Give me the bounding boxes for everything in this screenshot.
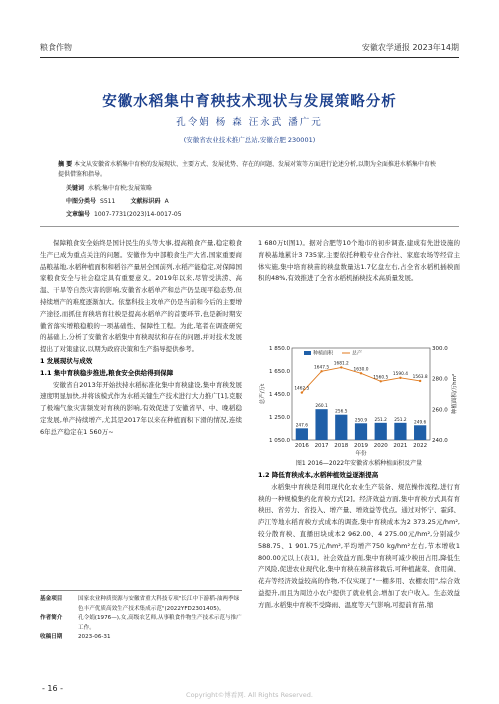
article-value: 1007-7731(2023)14-0017-05: [94, 211, 182, 218]
left-tick-label: 1 050.0: [269, 438, 290, 444]
page-header: [0, 0, 499, 61]
abstract-text: 本文从安徽省水稻集中育秧的发展现状、主要方式、发展优势、存在的问题、发展对策等方面进行论述分析,以期为全面推进水稻集中育秧提供借鉴和指导。: [58, 161, 436, 178]
area-bar: [394, 423, 406, 440]
area-data-label: 250.9: [354, 418, 368, 424]
production-data-label: 1560.5: [373, 375, 389, 381]
article-number: [66, 209, 182, 218]
left-tick-label: 1 450.0: [269, 392, 290, 398]
area-data-label: 251.2: [394, 417, 407, 423]
abstract-label: 摘 要: [58, 161, 73, 168]
x-tick-label: 2022: [413, 443, 428, 449]
x-tick-label: 2020: [373, 443, 388, 449]
area-data-label: 256.5: [335, 409, 348, 415]
production-point: [301, 391, 303, 393]
area-data-label: 251.2: [374, 417, 387, 423]
production-point: [360, 372, 362, 374]
paper-authors: 孔令娟 杨 森 汪永武 潘广元: [176, 117, 323, 128]
journal-issue: 安徽农学通报 2023年14期: [361, 43, 459, 52]
area-bar: [375, 423, 387, 440]
area-bar: [296, 428, 308, 440]
keywords-value: 水稻;集中育秧;发展策略: [88, 185, 153, 192]
right-axis-label: 种植面积/万hm²: [452, 373, 458, 415]
x-axis-label: 年份: [355, 451, 367, 457]
right-tick-label: 300.0: [432, 346, 448, 352]
production-point: [419, 380, 421, 382]
production-data-label: 1462.5: [294, 386, 310, 392]
production-point: [399, 377, 401, 379]
area-bar: [414, 425, 426, 440]
classification: [66, 196, 169, 205]
left-tick-label: 1 650.0: [269, 369, 290, 375]
left-tick-label: 1 250.0: [269, 415, 290, 421]
production-data-label: 1647.5: [314, 365, 330, 371]
keywords: [66, 183, 152, 192]
header-rule: [40, 57, 459, 58]
production-point: [340, 366, 342, 368]
legend-production-label: 总产: [352, 350, 363, 357]
author-bio-label: 作者简介: [40, 615, 63, 621]
x-tick-label: 2018: [334, 443, 349, 449]
x-tick-label: 2019: [354, 443, 368, 449]
keywords-label: 关键词: [66, 185, 85, 192]
author-bio-value: 孔令娟(1976—),女,高级农艺师,从事粮食作物生产技术示范与推广工作。: [78, 615, 242, 631]
fund-label: 基金项目: [40, 596, 63, 602]
area-data-label: 249.6: [413, 420, 427, 426]
left-axis-label: 总产/万t: [260, 383, 266, 405]
paper-title: 安徽水稻集中育秧技术现状与发展策略分析: [102, 94, 397, 110]
right-column-bottom: [258, 470, 460, 612]
area-data-label: 247.6: [295, 423, 309, 429]
figure-1-caption: 图1 2016—2022年安徽省水稻种植面积及产量: [295, 460, 423, 467]
area-data-label: 260.1: [315, 404, 328, 410]
figure-1-chart: [258, 340, 460, 460]
production-data-label: 1590.4: [392, 371, 408, 377]
received-label: 收稿日期: [40, 634, 63, 640]
article-label: 文章编号: [66, 211, 91, 218]
production-point: [320, 370, 322, 372]
area-bar: [355, 423, 367, 440]
right-tick-label: 240.0: [432, 438, 448, 444]
section-1-2-paragraph: 水稻集中育秧是利用现代化农业生产装备、规范操作流程,进行育秧的一种规模集约化育秧方式[2]。经济效益方面,集中育秧方式具有育秧田、省劳力、省投入、增产量、增效益等优点。通过对怀宁、霍邱、庐江等地水稻育秧方式成本的调查,集中育秧成本为2 373.25元/hm²,较分散育秧、直播田块成本2 962.00、4 275.00元/hm²,分别减少588.75、1 901.75元/hm²,平均增产750 kg/hm²左右,节本增收1 800.00元以上(表1)。社会效益方面,集中育秧可减少秧田占用,降低生产风险,促进农业现代化,集中育秧在秧苗移栽后,可种植蔬菜、食用菌、花卉等经济效益较高的作物,不仅实现了"一棚多用、农棚农用",综合效益提升,而且为周边小农户提供了就业机会,增加了农户收入。生态效益方面,水稻集中育秧不受降雨、温度等天气影响,可提前育苗,缩: [258, 482, 460, 609]
right-column-top: [258, 238, 460, 285]
production-data-label: 1630.0: [353, 367, 369, 373]
area-bar: [335, 415, 347, 440]
production-data-label: 1563.8: [412, 374, 428, 380]
x-tick-label: 2017: [314, 443, 329, 449]
abstract-rule: [40, 226, 459, 227]
left-tick-label: 1 850.0: [269, 346, 290, 352]
footnote-block: [40, 590, 242, 643]
continued-paragraph: 1 680万t(图1)。据对合肥等10个地市的初步调查,建成有先进设施的育秧基地累计3 735家,主要依托种粮专业合作社、家庭农场等经营主体实施,集中培育秧苗的秧盘数量达1.7亿盘左右,占全省水稻机插秧面积的48%,有效推进了全省水稻机插秧技术高质量发展。: [258, 239, 460, 283]
x-tick-label: 2016: [294, 443, 309, 449]
received-value: 2023-06-31: [78, 634, 111, 640]
fund-value: 国家农业种质资源与安徽省重大科技专项"长江中下游稻-油两季绿色丰产优质高效生产技术集成示范"(2022YFD2301405)。: [78, 596, 240, 612]
legend-area-swatch: [304, 351, 311, 355]
section-1-1-heading: 1.1 集中育秧稳步推进,粮食安全供给得到保障: [40, 368, 174, 377]
section-1-heading: 1 发展现状与成效: [40, 356, 93, 365]
x-tick-label: 2021: [393, 443, 408, 449]
intro-paragraph: 保障粮食安全始终是国计民生的头等大事,提高粮食产量,稳定粮食生产已成为重点关注的问题。安徽作为中部粮食生产大省,国家重要商品粮基地,水稻种植面积和稻谷产量居全国前列,水稻产能稳定,对保障国家粮食安全与社会稳定具有重要意义。2019年以来,尽管受洪涝、高温、干旱等自然灾害的影响,安徽省水稻单产和总产仍呈现平稳态势,但持续增产的难度逐渐加大。依靠科技主攻单产仍是当前和今后的主要增产途径,而抓住育秧培育壮秧是提高水稻单产的首要环节,也是新时期安徽省落实增粮稳粮的一项基础性、保障性工程。为此,笔者在调查研究的基础上,分析了安徽省水稻集中育秧现状和存在的问题,并对技术发展提出了对策建议,以期为政府决策和生产指导提供参考。: [40, 239, 242, 354]
class-value: S511: [100, 198, 116, 205]
area-bar: [315, 409, 327, 440]
doc-value: A: [164, 198, 169, 205]
paper-affiliation: (安徽省农业技术推广总站,安徽合肥 230001): [183, 136, 316, 144]
legend-area-label: 种植面积: [313, 350, 334, 357]
doc-label: 文献标识码: [130, 198, 161, 205]
right-tick-label: 280.0: [432, 376, 448, 383]
production-point: [380, 380, 382, 382]
journal-section: 粮食作物: [40, 43, 72, 52]
left-column: [40, 238, 242, 439]
copyright-watermark: Copyright©博看网. All Rights Reserved.: [186, 691, 313, 699]
section-1-2-heading: 1.2 降低育秧成本,水稻种植效益逐渐提高: [258, 471, 379, 479]
section-1-1-paragraph: 安徽省自2013年开始扶持水稻标准化集中育秧建设,集中育秧发展速度明显加快,并将该模式作为水稻关键生产技术进行大力推广[1],克服了极端气象灾害频发对育秧的影响,有效促进了安徽省早、中、晚稻稳定发展,单产持续增产,尤其是2017年以来在种植面积下滑的情况,连续6年总产稳定在1 560万~: [40, 380, 242, 436]
right-tick-label: 260.0: [432, 407, 448, 414]
abstract: [58, 160, 441, 180]
class-label: 中图分类号: [66, 198, 97, 205]
page-number: - 16 -: [42, 684, 64, 693]
production-data-label: 1681.2: [333, 361, 349, 367]
